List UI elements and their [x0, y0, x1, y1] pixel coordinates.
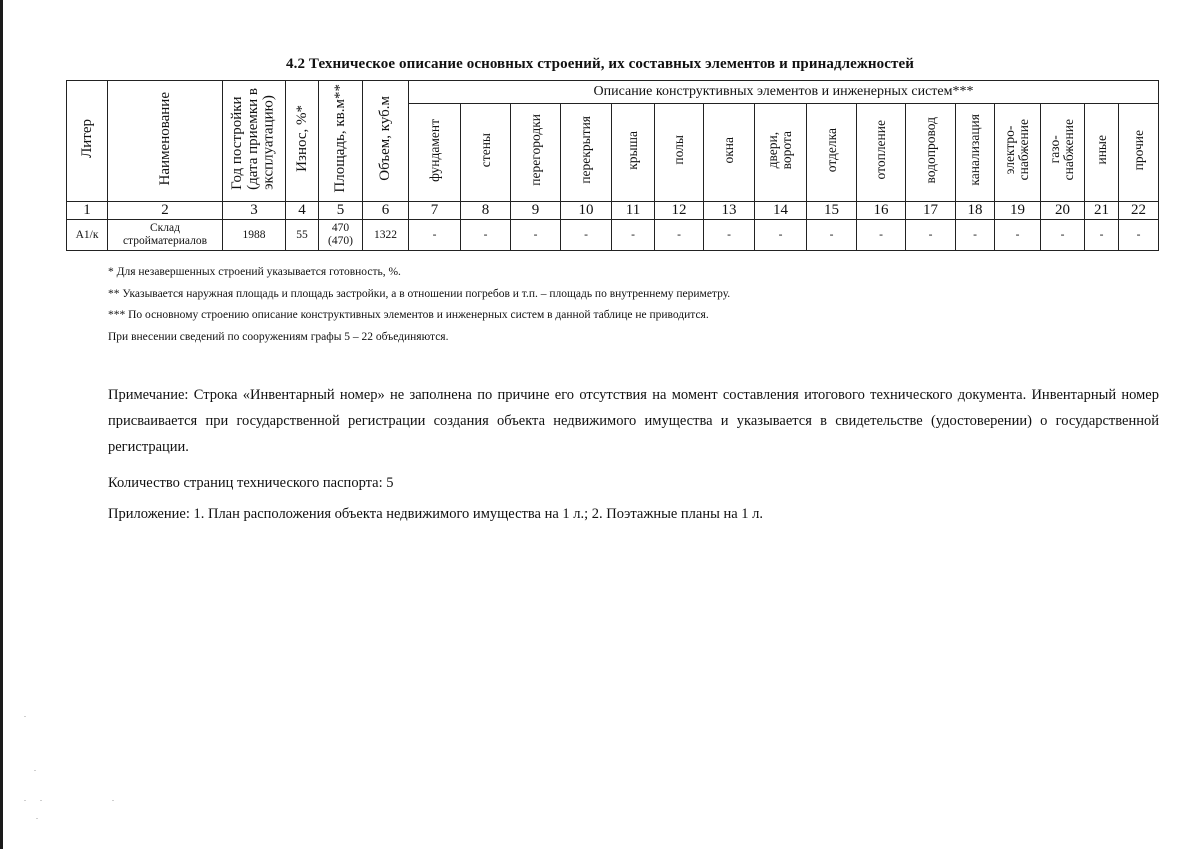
- footnote: * Для незавершенных строений указывается готовность, %.: [108, 266, 401, 278]
- subheader-doors-gates: [755, 104, 807, 202]
- subheader-label: отделка: [823, 127, 839, 173]
- column-number: 18: [956, 202, 995, 220]
- subheader-label: окна: [721, 136, 737, 164]
- table-cell: -: [511, 220, 561, 251]
- scan-border: [0, 0, 3, 849]
- column-number: 17: [906, 202, 956, 220]
- column-number: 4: [286, 202, 319, 220]
- subheader-sewerage: [956, 104, 995, 202]
- footnote: При внесении сведений по сооружениям графы 5 – 22 объединяются.: [108, 330, 449, 343]
- table-cell: 1988: [223, 220, 286, 251]
- table-cell: -: [561, 220, 612, 251]
- header-label: Площадь, кв.м**: [332, 84, 348, 193]
- subheader-label: перегородки: [527, 114, 543, 186]
- subheader-label: газо- снабжение: [1047, 119, 1077, 181]
- column-number: 20: [1041, 202, 1085, 220]
- header-label: Износ, %*: [293, 105, 310, 172]
- column-number: 6: [363, 202, 409, 220]
- table-row: [67, 220, 1159, 251]
- subheader-label: крыша: [625, 130, 641, 170]
- subheader-windows: [704, 104, 755, 202]
- scan-speck: [24, 800, 26, 801]
- header-row: [67, 81, 1159, 104]
- column-number: 16: [857, 202, 906, 220]
- column-number: 12: [655, 202, 704, 220]
- column-number: 10: [561, 202, 612, 220]
- column-number: 8: [461, 202, 511, 220]
- table-cell: -: [1119, 220, 1159, 251]
- header-liter: [67, 81, 108, 202]
- subheader-gas: [1041, 104, 1085, 202]
- appendix-line: Приложение: 1. План расположения объекта недвижимого имущества на 1 л.; 2. Поэтажные планы на 1 л.: [108, 506, 764, 522]
- table-cell: -: [612, 220, 655, 251]
- table-cell: -: [995, 220, 1041, 251]
- table-cell: -: [409, 220, 461, 251]
- remark-paragraph: [108, 382, 1159, 460]
- subheader-floors: [655, 104, 704, 202]
- column-number: 3: [223, 202, 286, 220]
- column-number: 5: [319, 202, 363, 220]
- column-number: 14: [755, 202, 807, 220]
- header-label: Литер: [78, 119, 95, 158]
- header-label: Объем, куб.м: [377, 96, 393, 181]
- scan-speck: [40, 800, 42, 801]
- header-area: [319, 81, 363, 202]
- column-number: 19: [995, 202, 1041, 220]
- subheader-label: перекрытия: [578, 116, 594, 184]
- subheader-other: [1085, 104, 1119, 202]
- header-wear: [286, 81, 319, 202]
- column-number: 2: [108, 202, 223, 220]
- table-cell: -: [906, 220, 956, 251]
- footnote: ** Указывается наружная площадь и площадь застройки, а в отношении погребов и т.п. – площадь по внутреннему периметру.: [108, 287, 731, 300]
- footnote: *** По основному строению описание конструктивных элементов и инженерных систем в данной таблице не приводится.: [108, 309, 709, 321]
- column-number: 11: [612, 202, 655, 220]
- header-label: Наименование: [156, 91, 173, 186]
- subheader-water-supply: [906, 104, 956, 202]
- column-number: 22: [1119, 202, 1159, 220]
- header-group-constructive-elements: Описание конструктивных элементов и инженерных систем***: [409, 81, 1159, 104]
- table-cell: -: [956, 220, 995, 251]
- table-cell: -: [461, 220, 511, 251]
- subheader-label: отопление: [873, 120, 889, 180]
- column-number: 15: [807, 202, 857, 220]
- remark-text: Примечание: Строка «Инвентарный номер» не заполнена по причине его отсутствия на момент составления итогового технического документа. Инвентарный номер присваивается при государственной регистрации создания объекта недвижимого имущества и указывается в свидетельстве (удостоверении) о государственной регистрации.: [108, 387, 1159, 455]
- subheader-label: прочие: [1130, 129, 1146, 171]
- column-number: 7: [409, 202, 461, 220]
- section-title: 4.2 Техническое описание основных строений, их составных элементов и принадлежностей: [286, 56, 914, 72]
- subheader-partitions: [511, 104, 561, 202]
- subheader-floors-slabs: [561, 104, 612, 202]
- subheader-electricity: [995, 104, 1041, 202]
- footnotes: [108, 264, 730, 350]
- table-cell: А1/к: [67, 220, 108, 251]
- table-cell: -: [655, 220, 704, 251]
- subheader-foundation: [409, 104, 461, 202]
- table-cell: -: [1041, 220, 1085, 251]
- header-year-built: [223, 81, 286, 202]
- column-number: 9: [511, 202, 561, 220]
- header-volume: [363, 81, 409, 202]
- subheader-label: водопровод: [922, 116, 938, 184]
- table-cell: 55: [286, 220, 319, 251]
- subheader-label: электро- снабжение: [1002, 119, 1032, 181]
- header-name: [108, 81, 223, 202]
- table-cell: 470 (470): [319, 220, 363, 251]
- table-cell: -: [807, 220, 857, 251]
- scan-speck: [112, 800, 114, 801]
- scan-speck: [36, 818, 38, 819]
- column-number: 13: [704, 202, 755, 220]
- column-number-row: [67, 202, 1159, 220]
- table-cell: -: [857, 220, 906, 251]
- subheader-label: фундамент: [426, 118, 442, 182]
- subheader-label: полы: [671, 135, 687, 165]
- subheader-label: иные: [1093, 135, 1109, 165]
- subheader-heating: [857, 104, 906, 202]
- table-cell: -: [1085, 220, 1119, 251]
- subheader-walls: [461, 104, 511, 202]
- header-label: Год постройки (дата приемки в эксплуатацию): [229, 87, 277, 190]
- subheader-roof: [612, 104, 655, 202]
- subheader-finishing: [807, 104, 857, 202]
- subheader-label: канализация: [967, 114, 983, 186]
- subheader-label: двери, ворота: [765, 130, 795, 170]
- pages-count-line: Количество страниц технического паспорта: 5: [108, 475, 394, 491]
- table-cell: -: [704, 220, 755, 251]
- scan-speck: [34, 770, 36, 771]
- subheader-misc: [1119, 104, 1159, 202]
- column-number: 21: [1085, 202, 1119, 220]
- table-cell: -: [755, 220, 807, 251]
- table-cell: 1322: [363, 220, 409, 251]
- technical-description-table: [66, 80, 1159, 251]
- scan-speck: [24, 716, 26, 717]
- table-cell: Склад стройматериалов: [108, 220, 223, 251]
- column-number: 1: [67, 202, 108, 220]
- subheader-label: стены: [477, 133, 493, 168]
